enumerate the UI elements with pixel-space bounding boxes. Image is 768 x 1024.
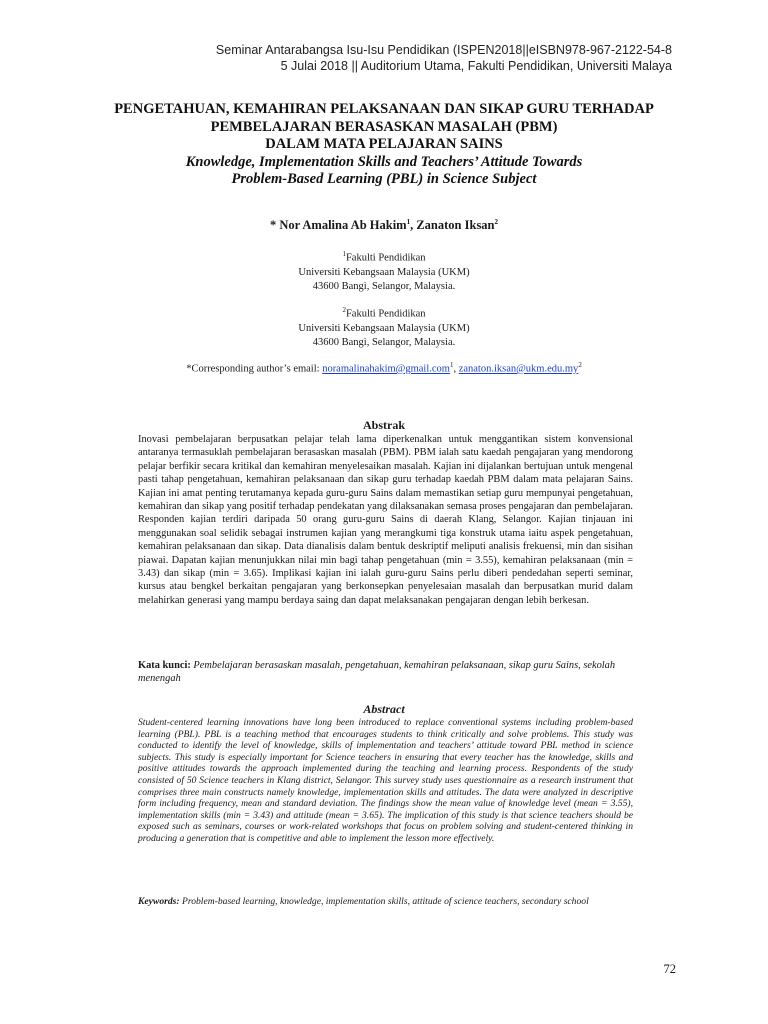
- title-ms-line-1: PENGETAHUAN, KEMAHIRAN PELAKSANAAN DAN SIKAP GURU TERHADAP: [114, 101, 654, 117]
- affiliation-2-faculty: Fakulti Pendidikan: [345, 308, 426, 320]
- author-line: [80, 218, 688, 233]
- affiliation-1-university: Universiti Kebangsaan Malaysia (UKM): [298, 266, 470, 278]
- affiliation-1-address: 43600 Bangi, Selangor, Malaysia.: [312, 280, 456, 292]
- corresponding-email: [80, 361, 688, 375]
- page-number: 72: [663, 962, 676, 976]
- affiliation-1-sup: 1: [342, 250, 346, 258]
- affiliation-1-faculty: Fakulti Pendidikan: [345, 252, 426, 264]
- abstract-heading: Abstract: [363, 702, 405, 716]
- abstract-keywords: [138, 896, 633, 908]
- title-en-line-2: Problem-Based Learning (PBL) in Science Subject: [231, 171, 537, 187]
- title-en-line-1: Knowledge, Implementation Skills and Teachers’ Attitude Towards: [185, 153, 583, 170]
- title-ms-line-3: DALAM MATA PELAJARAN SAINS: [265, 136, 503, 152]
- abstract-body: Student-centered learning innovations have long been introduced to replace conventional systems including problem-based learning (PBL). PBL is a teaching method that encourages students to think critically and solve problems. This study was conducted to identify the level of knowledge, skills of implementation and teachers’ attitude toward PBL method in science subjects. This study is especially important for Science teachers in ensuring that every teacher has the knowledge, skills and positive attitudes towards the approach implemented during the teaching and learning process. Respondents of the study consisted of 50 Science teachers in Klang district, Selangor. This survey study uses questionnaire as a research instrument that comprises three main constructs namely knowledge, implementation skills and attitudes. The data were analyzed in descriptive form including frequency, mean and standard deviation. The findings show the mean value of knowledge level (mean = 3.55), implementation skills (min = 3.43) and attitude (mean = 3.65). The implication of this study is that science teachers should be exposed such as seminars, courses or work-related workshops that focus on problem solving and student-centered thinking in producing a generation that is competitive and able to implement the lesson more effectively.: [138, 717, 633, 844]
- abstrak-body: Inovasi pembelajaran berpusatkan pelajar telah lama diperkenalkan untuk menggantikan sistem konvensional antaranya termasuklah pembelajaran berasaskan masalah (PBM). PBM ialah satu kaedah pengajaran yang mendorong pelajar berfikir secara kritikal dan kemahiran menyelesaikan masalah. Kajian ini dijalankan bertujuan untuk mengenal pasti tahap pengetahuan, kemahiran pelaksanaan dan sikap guru terhadap kaedah PBM dalam mata pelajaran Sains. Kajian ini amat penting terutamanya kepada guru-guru Sains dalam memastikan setiap guru mempunyai pengetahuan, kemahiran dan sikap yang positif terhadap pendekatan yang dilaksanakan semasa proses pengajaran dan pembelajaran. Responden kajian terdiri daripada 50 orang guru-guru Sains di daerah Klang, Selangor. Kajian tinjauan ini menggunakan soal selidik sebagai instrumen kajian yang merangkumi tiga konstruk utama iaitu aspek pengetahuan, kemahiran pelaksanaan dan sikap. Data dianalisis dalam bentuk deskriptif meliputi analisis frekuensi, min dan sisihan piawai. Dapatan kajian menunjukkan nilai min bagi tahap pengetahuan (min = 3.55), kemahiran pelaksanaan (min = 3.43) dan sikap (min = 3.65). Implikasi kajian ini ialah guru-guru Sains perlu diberi pendedahan seperti seminar, kursus atau bengkel berkaitan pengajaran yang berkonsepkan penyelesaian masalah dan berpusatkan murid dalam melahirkan generasi yang mampu berdaya saing dan dapat melaksanakan pengajaran dengan lebih berkesan.: [138, 434, 633, 606]
- header-line-1: Seminar Antarabangsa Isu-Isu Pendidikan (ISPEN2018||eISBN978-967-2122-54-8: [215, 43, 672, 57]
- affiliation-2: [80, 303, 688, 350]
- keywords-value: Problem-based learning, knowledge, implementation skills, attitude of science teachers, secondary school: [179, 896, 589, 907]
- kata-kunci-value: Pembelajaran berasaskan masalah, pengetahuan, kemahiran pelaksanaan, sikap guru Sains, sekolah menengah: [138, 660, 616, 685]
- email-label: *Corresponding author’s email:: [186, 363, 323, 375]
- title-ms-line-2: PEMBELAJARAN BERASASKAN MASALAH (PBM): [210, 118, 558, 135]
- email-1-sup: 1: [449, 361, 454, 369]
- email-link-2[interactable]: zanaton.iksan@ukm.edu.my: [458, 363, 579, 375]
- author-1: * Nor Amalina Ab Hakim: [269, 218, 407, 233]
- paper-title: [80, 101, 688, 189]
- author-2-sup: 2: [494, 218, 499, 226]
- kata-kunci-label: Kata kunci:: [138, 660, 191, 671]
- affiliation-2-sup: 2: [342, 306, 346, 314]
- affiliation-2-university: Universiti Kebangsaan Malaysia (UKM): [298, 322, 470, 334]
- keywords-label: Keywords:: [138, 896, 180, 907]
- conference-header: [216, 42, 672, 74]
- email-link-1[interactable]: noramalinahakim@gmail.com: [322, 363, 450, 375]
- abstrak-heading: Abstrak: [362, 418, 405, 432]
- header-line-2: 5 Julai 2018 || Auditorium Utama, Fakulti Pendidikan, Universiti Malaya: [280, 59, 672, 73]
- author-1-sup: 1: [406, 218, 411, 226]
- author-2: , Zanaton Iksan: [410, 218, 495, 233]
- affiliation-1: [80, 247, 688, 294]
- abstrak-keywords: [138, 659, 633, 686]
- email-sep: ,: [453, 363, 459, 375]
- email-2-sup: 2: [578, 361, 582, 369]
- affiliation-2-address: 43600 Bangi, Selangor, Malaysia.: [312, 336, 456, 348]
